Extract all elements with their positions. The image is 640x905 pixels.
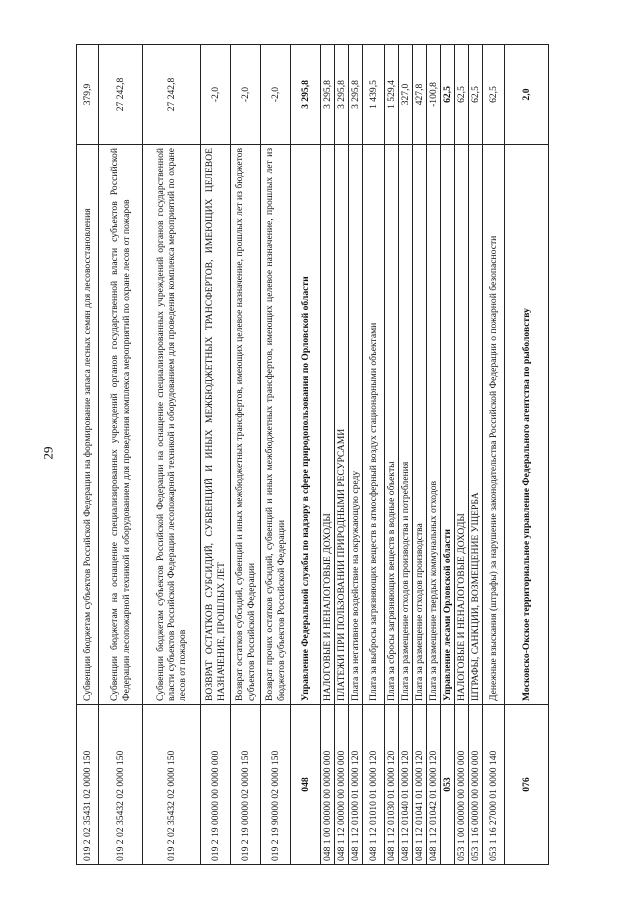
code-cell: 053	[441, 705, 455, 865]
name-cell: Московско-Окское территориальное управление Федерального агентства по рыболовству	[505, 145, 549, 705]
amount-cell: 62,5	[469, 45, 483, 145]
table-row	[321, 45, 335, 865]
amount-cell: 1 529,4	[385, 45, 399, 145]
name-cell: Плата за размещение отходов производства	[413, 145, 427, 705]
name-cell: Управление Федеральной службы по надзору в сфере природопользования по Орловской области	[291, 145, 321, 705]
table-row	[261, 45, 291, 865]
amount-cell: 2,0	[505, 45, 549, 145]
code-cell: 048 1 00 00000 00 0000 000	[321, 705, 335, 865]
budget-revenue-table	[76, 44, 549, 865]
table-row	[231, 45, 261, 865]
code-cell: 019 2 19 00000 02 0000 150	[231, 705, 261, 865]
name-cell: Возврат остатков субсидий, субвенций и иных межбюджетных трансфертов, имеющих целевое назначение, прошлых лет из бюджетов субъектов Российской Федерации	[231, 145, 261, 705]
table-row	[399, 45, 413, 865]
code-cell: 048 1 12 01042 01 0000 120	[427, 705, 441, 865]
amount-cell: 27 242,8	[99, 45, 143, 145]
name-cell: НАЛОГОВЫЕ И НЕНАЛОГОВЫЕ ДОХОДЫ	[455, 145, 469, 705]
amount-cell: 27 242,8	[143, 45, 201, 145]
table-row	[455, 45, 469, 865]
code-cell: 048 1 12 01040 01 0000 120	[399, 705, 413, 865]
code-cell: 053 1 00 00000 00 0000 000	[455, 705, 469, 865]
code-cell: 048 1 12 01010 01 0000 120	[363, 705, 385, 865]
code-cell: 019 2 19 90000 02 0000 150	[261, 705, 291, 865]
code-cell: 019 2 02 35431 02 0000 150	[77, 705, 99, 865]
amount-cell: 62,5	[483, 45, 505, 145]
name-cell: Плата за негативное воздействие на окружающую среду	[349, 145, 363, 705]
amount-cell: 3 295,8	[321, 45, 335, 145]
name-cell: Плата за размещение твердых коммунальных отходов	[427, 145, 441, 705]
name-cell: Плата за сбросы загрязняющих веществ в водные объекты	[385, 145, 399, 705]
code-cell: 019 2 02 35432 02 0000 150	[99, 705, 143, 865]
table-row	[469, 45, 483, 865]
table-row	[143, 45, 201, 865]
name-cell: Возврат прочих остатков субсидий, субвенций и иных межбюджетных трансфертов, имеющих целевое назначение, прошлых лет из бюджетов субъектов Российской Федерации	[261, 145, 291, 705]
name-cell: Денежные взыскания (штрафы) за нарушение законодательства Российской Федерации о пожарной безопасности	[483, 145, 505, 705]
table-row	[385, 45, 399, 865]
amount-cell: 62,5	[441, 45, 455, 145]
amount-cell: -2,0	[261, 45, 291, 145]
name-cell: НАЛОГОВЫЕ И НЕНАЛОГОВЫЕ ДОХОДЫ	[321, 145, 335, 705]
amount-cell: 3 295,8	[335, 45, 349, 145]
name-cell: Субвенции бюджетам на оснащение специализированных учреждений органов государственной власти субъектов Российской Федерации лесопожарной техникой и оборудованием для проведения комплекса мероприятий по охране лесов от пожаров	[99, 145, 143, 705]
budget-table-container	[76, 45, 609, 865]
name-cell: Субвенции бюджетам субъектов Российской Федерации на формирование запаса лесных семян для лесовосстановления	[77, 145, 99, 705]
code-cell: 019 2 19 00000 00 0000 000	[201, 705, 231, 865]
code-cell: 048 1 12 01030 01 0000 120	[385, 705, 399, 865]
table-row	[99, 45, 143, 865]
name-cell: ПЛАТЕЖИ ПРИ ПОЛЬЗОВАНИИ ПРИРОДНЫМИ РЕСУРСАМИ	[335, 145, 349, 705]
amount-cell: 62,5	[455, 45, 469, 145]
table-row	[427, 45, 441, 865]
table-row	[441, 45, 455, 865]
name-cell: Плата за размещение отходов производства и потребления	[399, 145, 413, 705]
amount-cell: 427,8	[413, 45, 427, 145]
name-cell: Управление лесами Орловской области	[441, 145, 455, 705]
code-cell: 048	[291, 705, 321, 865]
table-row	[335, 45, 349, 865]
code-cell: 053 1 16 27000 01 0000 140	[483, 705, 505, 865]
amount-cell: -100,8	[427, 45, 441, 145]
table-row	[363, 45, 385, 865]
amount-cell: 1 439,5	[363, 45, 385, 145]
amount-cell: 3 295,8	[349, 45, 363, 145]
name-cell: Субвенции бюджетам субъектов Российской Федерации на оснащение специализированных учреждений органов государственной власти субъектов Российской Федерации лесопожарной техникой и оборудованием для проведения комплекса мероприятий по охране лесов от пожаров	[143, 145, 201, 705]
code-cell: 053 1 16 00000 00 0000 000	[469, 705, 483, 865]
page-number: 29	[40, 446, 56, 460]
code-cell: 048 1 12 01000 01 0000 120	[349, 705, 363, 865]
table-row	[413, 45, 427, 865]
name-cell: Плата за выбросы загрязняющих веществ в атмосферный воздух стационарными объектами	[363, 145, 385, 705]
table-row	[291, 45, 321, 865]
table-row	[483, 45, 505, 865]
amount-cell: 327,0	[399, 45, 413, 145]
amount-cell: 379,9	[77, 45, 99, 145]
code-cell: 048 1 12 00000 00 0000 000	[335, 705, 349, 865]
name-cell: ВОЗВРАТ ОСТАТКОВ СУБСИДИЙ, СУБВЕНЦИЙ И ИНЫХ МЕЖБЮДЖЕТНЫХ ТРАНСФЕРТОВ, ИМЕЮЩИХ ЦЕЛЕВОЕ НАЗНАЧЕНИЕ, ПРОШЛЫХ ЛЕТ	[201, 145, 231, 705]
amount-cell: -2,0	[231, 45, 261, 145]
amount-cell: -2,0	[201, 45, 231, 145]
table-body	[77, 45, 549, 865]
table-row	[349, 45, 363, 865]
name-cell: ШТРАФЫ, САНКЦИИ, ВОЗМЕЩЕНИЕ УЩЕРБА	[469, 145, 483, 705]
code-cell: 019 2 02 35432 02 0000 150	[143, 705, 201, 865]
table-row	[77, 45, 99, 865]
code-cell: 076	[505, 705, 549, 865]
table-row	[201, 45, 231, 865]
code-cell: 048 1 12 01041 01 0000 120	[413, 705, 427, 865]
amount-cell: 3 295,8	[291, 45, 321, 145]
table-row	[505, 45, 549, 865]
